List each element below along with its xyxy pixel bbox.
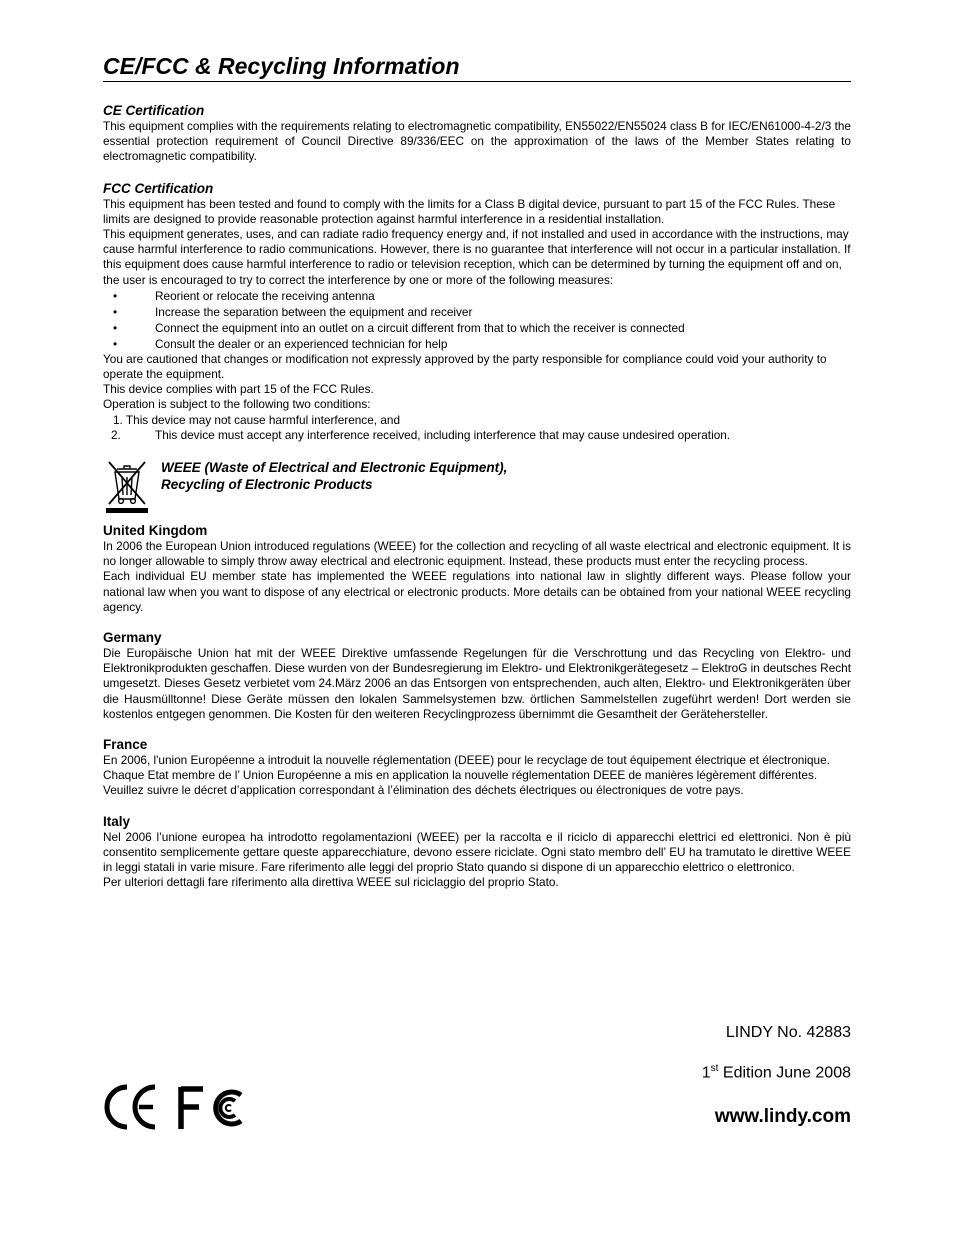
fcc-mark-icon bbox=[181, 1087, 241, 1129]
fcc-paragraph-4: This device complies with part 15 of the FCC Rules. bbox=[103, 382, 374, 397]
edition-line: 1st Edition June 2008 bbox=[701, 1063, 851, 1082]
uk-paragraph-2: Each individual EU member state has implemented the WEEE regulations into national law in slightly different ways. Please follow your national law when you want to dispose of any electrical or electronic products. More details can be obtained from your national WEEE recycling agency. bbox=[103, 569, 851, 614]
fcc-measures-list bbox=[103, 288, 851, 352]
lindy-number: LINDY No. 42883 bbox=[725, 1024, 851, 1041]
fcc-paragraph-1: This equipment has been tested and found to comply with the limits for a Class B digital device, pursuant to part 15 of the FCC Rules. These limits are designed to provide reasonable protection against harmful interference in a residential installation. bbox=[103, 196, 836, 226]
fcc-paragraph-5: Operation is subject to the following two conditions: bbox=[103, 397, 371, 412]
bullet-icon: • bbox=[113, 336, 118, 351]
germany-paragraph: Die Europäische Union hat mit der WEEE Direktive umfassende Regelungen für die Verschrottung und das Recycling von Elektro- und Elektronikprodukten geschaffen. Diese wurden von der Bundesregierung im Elektro- und Elektronikgerätegesetz – ElektroG in deutsches Recht umgesetzt. Dieses Gesetz verbietet vom 24.März 2006 an das Entsorgen von entsprechenden, auch alten, Elektro- und Elektronikgeräten über die Hausmülltonne! Diese Geräte müssen den lokalen Sammelsystemen bzw. örtlichen Sammelstellen zugeführt werden! Dort werden sie kostenlos entgegen genommen. Die Kosten für den weiteren Recyclingprozess übernimmt die Gesamtheit der Gerätehersteller. bbox=[103, 646, 851, 721]
document-page bbox=[103, 52, 851, 1127]
france-heading: France bbox=[103, 737, 148, 753]
fcc-heading: FCC Certification bbox=[103, 180, 214, 196]
website-url: www.lindy.com bbox=[714, 1106, 851, 1127]
fcc-condition-1: 1. This device may not cause harmful interference, and bbox=[113, 412, 401, 427]
fcc-paragraph-2: This equipment generates, uses, and can radiate radio frequency energy and, if not installed and used in accordance with the instructions, may cause harmful interference to radio communications. However, there is no guarantee that interference will not occur in a particular installation. If this equipment does cause harmful interference to radio or television reception, which can be determined by turning the equipment off and on, the user is encouraged to try to correct the interference by one or more of the following measures: bbox=[103, 227, 851, 287]
list-item: • Consult the dealer or an experienced technician for help bbox=[113, 336, 448, 351]
bullet-icon: • bbox=[113, 288, 118, 303]
ce-text: This equipment complies with the requirements relating to electromagnetic compatibility, EN55022/EN55024 class B for IEC/EN61000-4-2/3 the essential protection requirement of Council Directive 89/336/EEC on the approximation of the laws of the Member States relating to electromagnetic compatibility. bbox=[103, 119, 851, 164]
ce-heading: CE Certification bbox=[103, 103, 205, 118]
france-paragraph-2: Chaque Etat membre de l’ Union Européenne a mis en application la nouvelle réglementation DEEE de manières légèrement différentes. Veuillez suivre le décret d’application correspondant à l’élimination des déchets électriques ou électroniques de votre pays. bbox=[103, 768, 818, 798]
ce-mark-icon bbox=[107, 1087, 155, 1127]
france-paragraph-1: En 2006, l'union Européenne a introduit la nouvelle réglementation (DEEE) pour le recyclage de tout équipement électrique et électronique. bbox=[103, 753, 830, 768]
list-item: • Increase the separation between the equipment and receiver bbox=[113, 304, 473, 319]
uk-paragraph-1: In 2006 the European Union introduced regulations (WEEE) for the collection and recycling of all waste electrical and electronic equipment. It is no longer allowable to simply throw away electrical and electronic equipment. Instead, these products must enter the recycling process. bbox=[103, 539, 851, 569]
fcc-condition-2: 2. This device must accept any interference received, including interference that may cause undesired operation. bbox=[111, 427, 731, 442]
italy-paragraph-1: Nel 2006 l’unione europea ha introdotto regolamentazioni (WEEE) per la raccolta e il riciclo di apparecchi elettrici ed elettronici. Non è più consentito semplicemente gettare queste apparecchiature, devono essere riciclate. Ogni stato membro dell’ EU ha tramutato le direttive WEEE in leggi statali in varie misure. Fare riferimento alle leggi del proprio Stato quando si dispone di un apparecchio elettrico o elettronico. bbox=[103, 829, 851, 875]
weee-title: WEEE (Waste of Electrical and Electronic Equipment), Recycling of Electronic Products bbox=[161, 460, 508, 493]
crossed-bin-icon bbox=[105, 457, 149, 513]
germany-heading: Germany bbox=[103, 630, 162, 646]
fcc-paragraph-3: You are cautioned that changes or modification not expressly approved by the party responsible for compliance could void your authority to operate the equipment. bbox=[103, 351, 827, 382]
bullet-icon: • bbox=[113, 304, 118, 319]
italy-heading: Italy bbox=[103, 813, 131, 829]
uk-heading: United Kingdom bbox=[103, 523, 208, 539]
bullet-icon: • bbox=[113, 320, 118, 335]
italy-paragraph-2: Per ulteriori dettagli fare riferimento alla direttiva WEEE sul riciclaggio del proprio Stato. bbox=[103, 875, 559, 890]
list-item: • Reorient or relocate the receiving antenna bbox=[113, 288, 375, 303]
list-item: • Connect the equipment into an outlet on a circuit different from that to which the receiver is connected bbox=[113, 320, 685, 335]
weee-header bbox=[103, 457, 851, 523]
certification-logos bbox=[103, 1083, 253, 1138]
ce-fcc-logo-icon bbox=[103, 1083, 253, 1133]
page-title: CE/FCC & Recycling Information bbox=[103, 52, 851, 82]
